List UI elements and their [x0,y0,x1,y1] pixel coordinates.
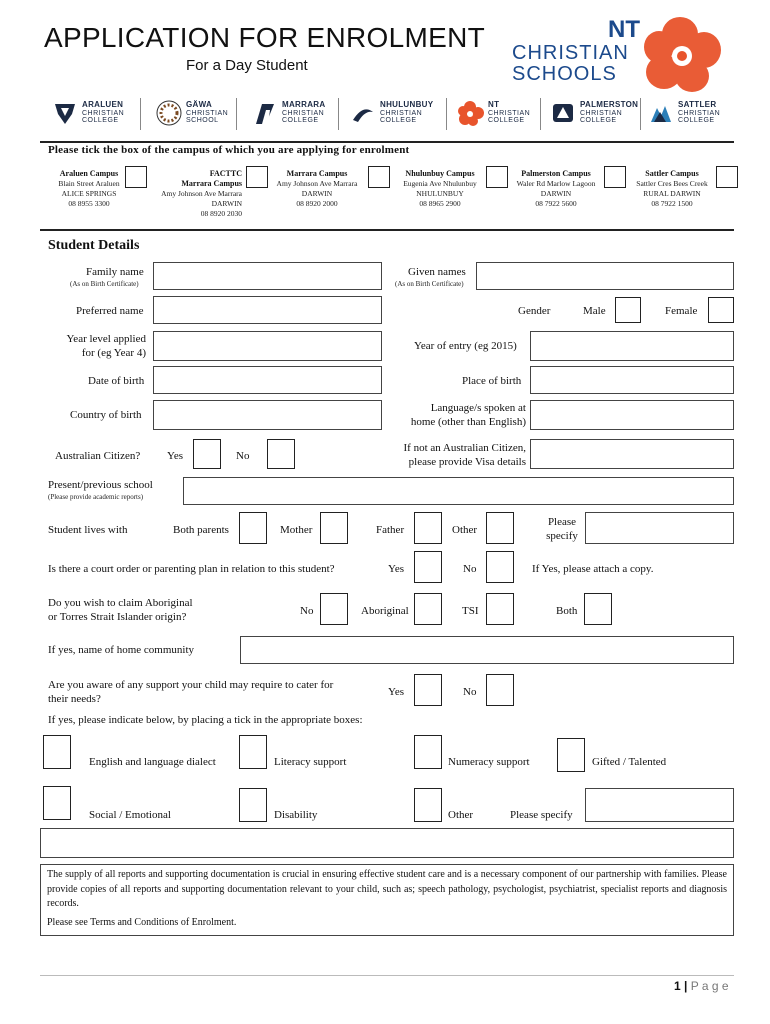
logo-name: SATTLER [678,100,717,110]
male-checkbox[interactable] [615,297,641,323]
campus-marrara-checkbox[interactable] [368,166,390,188]
logo-name: NT [488,100,500,110]
tsi-checkbox[interactable] [486,593,514,625]
campus-line: DARWIN [211,199,242,208]
lives-with-specify-field[interactable] [585,512,734,544]
support-yes-label: Yes [388,686,405,698]
campus-line: 08 7922 1500 [651,199,693,208]
languages-line-1: Language/s spoken at [430,402,526,414]
english-label: English and language dialect [89,756,216,768]
country-of-birth-label: Country of birth [70,409,142,421]
campus-palmerston-checkbox[interactable] [604,166,626,188]
campus-line: DARWIN [301,189,333,198]
logo-line: CHRISTIAN [488,109,531,117]
year-level-line-1: Year level applied [66,333,146,345]
campus-name: Sattler Campus [645,169,699,178]
visa-label [380,441,526,469]
languages-label [402,401,526,429]
prev-school-note: (Please provide academic reports) [48,493,144,501]
campus-line: Eugenia Ave Nhulunbuy [403,179,477,188]
gawa-logo-icon [156,100,182,126]
reports-note-paragraph: The supply of all reports and supporting documentation is crucial in ensuring effective student care and is a necessary component of our partnership with families. Please provide copies of all reports and supporting documentation relevant to your child, such as; speech pathology, psychologist, psychiatrist, specialist reports and diagnosis records. [47,869,727,909]
female-label: Female [665,305,698,317]
other-checkbox[interactable] [486,512,514,544]
pob-label: Place of birth [462,375,522,387]
nhulunbuy-logo [350,100,433,126]
support-no-label: No [463,686,477,698]
citizen-no-checkbox[interactable] [267,439,295,469]
brand-christian: CHRISTIAN [512,42,629,64]
campus-line: Sattler Cres Bees Creek [636,179,708,188]
reports-note-box [40,864,734,936]
please-line-2: specify [546,530,578,542]
palmerston-logo [550,100,638,126]
year-level-field[interactable] [153,331,382,361]
literacy-label: Literacy support [274,756,347,768]
divider [236,98,237,130]
campus-palmerston [506,169,606,209]
male-label: Male [583,305,606,317]
aboriginal-question-line-2: or Torres Strait Islander origin? [48,611,187,623]
court-no-checkbox[interactable] [486,551,514,583]
support-no-checkbox[interactable] [486,674,514,706]
page-subtitle: For a Day Student [186,57,308,74]
aboriginal-no-label: No [300,605,314,617]
campus-line: RURAL DARWIN [643,189,701,198]
support-details-field[interactable] [40,828,734,858]
flower-logo-icon [642,14,724,94]
campus-name: Araluen Campus [59,169,119,178]
court-yes-label: Yes [388,563,405,575]
section-rule [40,141,734,143]
logo-name: PALMERSTON [580,100,639,110]
home-community-label: If yes, name of home community [48,644,195,656]
home-community-field[interactable] [240,636,734,664]
given-names-label: Given names [408,266,466,278]
citizen-yes-checkbox[interactable] [193,439,221,469]
preferred-name-field[interactable] [153,296,382,324]
footer-rule [40,975,734,976]
nt-college-logo-icon [458,100,484,126]
logo-name: MARRARA [282,100,326,110]
aboriginal-checkbox[interactable] [414,593,442,625]
campus-sattler [626,169,718,209]
mother-checkbox[interactable] [320,512,348,544]
page-number-value: 1 [674,979,681,993]
dob-label: Date of birth [88,375,145,387]
court-order-label: Is there a court order or parenting plan in relation to this student? [48,563,335,575]
numeracy-label: Numeracy support [448,756,530,768]
divider [540,98,541,130]
given-names-field[interactable] [476,262,734,290]
attach-copy-label: If Yes, please attach a copy. [532,563,654,575]
terms-note: Please see Terms and Conditions of Enrolment. [47,916,237,928]
nhulunbuy-logo-icon [350,100,376,126]
sattler-logo-icon [648,100,674,126]
marrara-logo [252,100,325,126]
campus-line: 08 8965 2900 [419,199,461,208]
campus-nhulunbuy [392,169,488,209]
gifted-checkbox[interactable] [557,738,585,772]
literacy-checkbox[interactable] [239,735,267,769]
support-yes-checkbox[interactable] [414,674,442,706]
mother-label: Mother [280,524,313,536]
campus-nhulunbuy-checkbox[interactable] [486,166,508,188]
court-no-label: No [463,563,477,575]
disability-checkbox[interactable] [239,788,267,822]
gender-label: Gender [518,305,551,317]
logo-name: NHULUNBUY [380,100,434,110]
visa-line-2: please provide Visa details [408,456,526,468]
prev-school-field[interactable] [183,477,734,505]
given-names-note: (As on Birth Certificate) [395,280,464,288]
tsi-label: TSI [462,605,479,617]
support-question-line-2: their needs? [48,693,101,705]
campus-name: FACTTC [209,169,242,178]
campus-line: NHULUNBUY [416,189,464,198]
year-entry-field[interactable] [530,331,734,361]
other-support-checkbox[interactable] [414,788,442,822]
divider [338,98,339,130]
disability-label: Disability [274,809,318,821]
social-checkbox[interactable] [43,786,71,820]
araluen-logo [52,100,124,126]
year-entry-label: Year of entry (eg 2015) [414,340,517,352]
campus-facttc-checkbox[interactable] [246,166,268,188]
aboriginal-question [48,596,193,624]
gawa-logo [156,100,228,126]
logo-line: CHRISTIAN [678,109,721,117]
court-yes-checkbox[interactable] [414,551,442,583]
campus-name: Marrara Campus [286,169,348,178]
female-checkbox[interactable] [708,297,734,323]
logo-line: SCHOOL [186,117,219,125]
both-checkbox[interactable] [584,593,612,625]
section-rule [40,229,734,231]
student-details-heading: Student Details [48,238,140,253]
lives-with-label: Student lives with [48,524,128,536]
aus-citizen-label: Australian Citizen? [55,450,141,462]
campus-heading: Please tick the box of the campus of which you are applying for enrolment [48,144,410,156]
campus-name: Marrara Campus [181,179,242,188]
family-name-field[interactable] [153,262,382,290]
page-number [674,979,729,993]
divider [140,98,141,130]
other-label: Other [452,524,478,536]
logo-line: CHRISTIAN [82,109,125,117]
visa-line-1: If not an Australian Citizen, [403,442,526,454]
logo-line: COLLEGE [82,117,119,125]
nt-college-logo [458,100,530,126]
year-level-label [62,332,146,360]
brand-wordmark [510,18,640,88]
aboriginal-label: Aboriginal [361,605,409,617]
logo-name: GÄWA [186,100,213,110]
page-separator: | [684,979,688,993]
campus-araluen-checkbox[interactable] [125,166,147,188]
aboriginal-no-checkbox[interactable] [320,593,348,625]
brand-nt: NT [608,16,640,43]
languages-field[interactable] [530,400,734,430]
other-support-label: Other [448,809,474,821]
logo-line: CHRISTIAN [380,109,423,117]
page-word: P a g e [690,979,729,993]
campus-line: ALICE SPRINGS [61,189,117,198]
palmerston-logo-icon [550,100,576,126]
campus-line: 08 8955 3300 [68,199,110,208]
citizen-yes-label: Yes [167,450,184,462]
logo-line: COLLEGE [488,117,525,125]
english-checkbox[interactable] [43,735,71,769]
citizen-no-label: No [236,450,250,462]
support-question-line-1: Are you aware of any support your child may require to cater for [48,679,334,691]
languages-line-2: home (other than English) [410,416,526,428]
support-specify-field[interactable] [585,788,734,822]
aboriginal-question-line-1: Do you wish to claim Aboriginal [48,597,193,609]
social-label: Social / Emotional [89,809,171,821]
gifted-label: Gifted / Talented [592,756,667,768]
preferred-name-label: Preferred name [76,305,144,317]
family-name-note: (As on Birth Certificate) [70,280,139,288]
logo-line: CHRISTIAN [282,109,325,117]
campus-araluen [44,169,134,209]
logo-line: COLLEGE [282,117,319,125]
campus-line: DARWIN [540,189,572,198]
family-name-label: Family name [86,266,144,278]
visa-field[interactable] [530,439,734,469]
divider [640,98,641,130]
logo-line: COLLEGE [678,117,715,125]
prev-school-label: Present/previous school [48,479,153,491]
logo-line: CHRISTIAN [580,109,623,117]
campus-line: Blain Street Araluen [58,179,120,188]
campus-name: Nhulunbuy Campus [405,169,475,178]
both-label: Both [556,605,578,617]
dob-field[interactable] [153,366,382,394]
campus-line: 08 8920 2000 [296,199,338,208]
page-title: APPLICATION FOR ENROLMENT [44,22,486,53]
please-specify-label [540,515,584,543]
numeracy-checkbox[interactable] [414,735,442,769]
both-parents-label: Both parents [173,524,229,536]
campus-marrara [270,169,364,209]
indicate-label: If yes, please indicate below, by placing a tick in the appropriate boxes: [48,714,363,726]
father-checkbox[interactable] [414,512,442,544]
logo-line: COLLEGE [580,117,617,125]
araluen-logo-icon [52,100,78,126]
campus-line: Amy Johnson Ave Marrara [276,179,358,188]
year-level-line-2: for (eg Year 4) [81,347,146,359]
logo-line: COLLEGE [380,117,417,125]
campus-sattler-checkbox[interactable] [716,166,738,188]
campus-name: Palmerston Campus [521,169,591,178]
please-line-1: Please [547,516,577,528]
campus-line: 08 8920 2030 [200,209,242,218]
divider [446,98,447,130]
sattler-logo [648,100,720,126]
campus-line: Amy Johnson Ave Marrara [161,189,242,198]
campus-line: Waler Rd Marlow Lagoon [516,179,596,188]
support-specify-label: Please specify [510,809,573,821]
country-of-birth-field[interactable] [153,400,382,430]
brand-schools: SCHOOLS [512,63,617,85]
marrara-logo-icon [252,100,278,126]
father-label: Father [376,524,405,536]
campus-line: 08 7922 5600 [535,199,577,208]
both-parents-checkbox[interactable] [239,512,267,544]
logo-name: ARALUEN [82,100,124,110]
support-question [48,678,333,706]
pob-field[interactable] [530,366,734,394]
logo-line: CHRISTIAN [186,109,229,117]
campus-facttc [150,169,242,219]
